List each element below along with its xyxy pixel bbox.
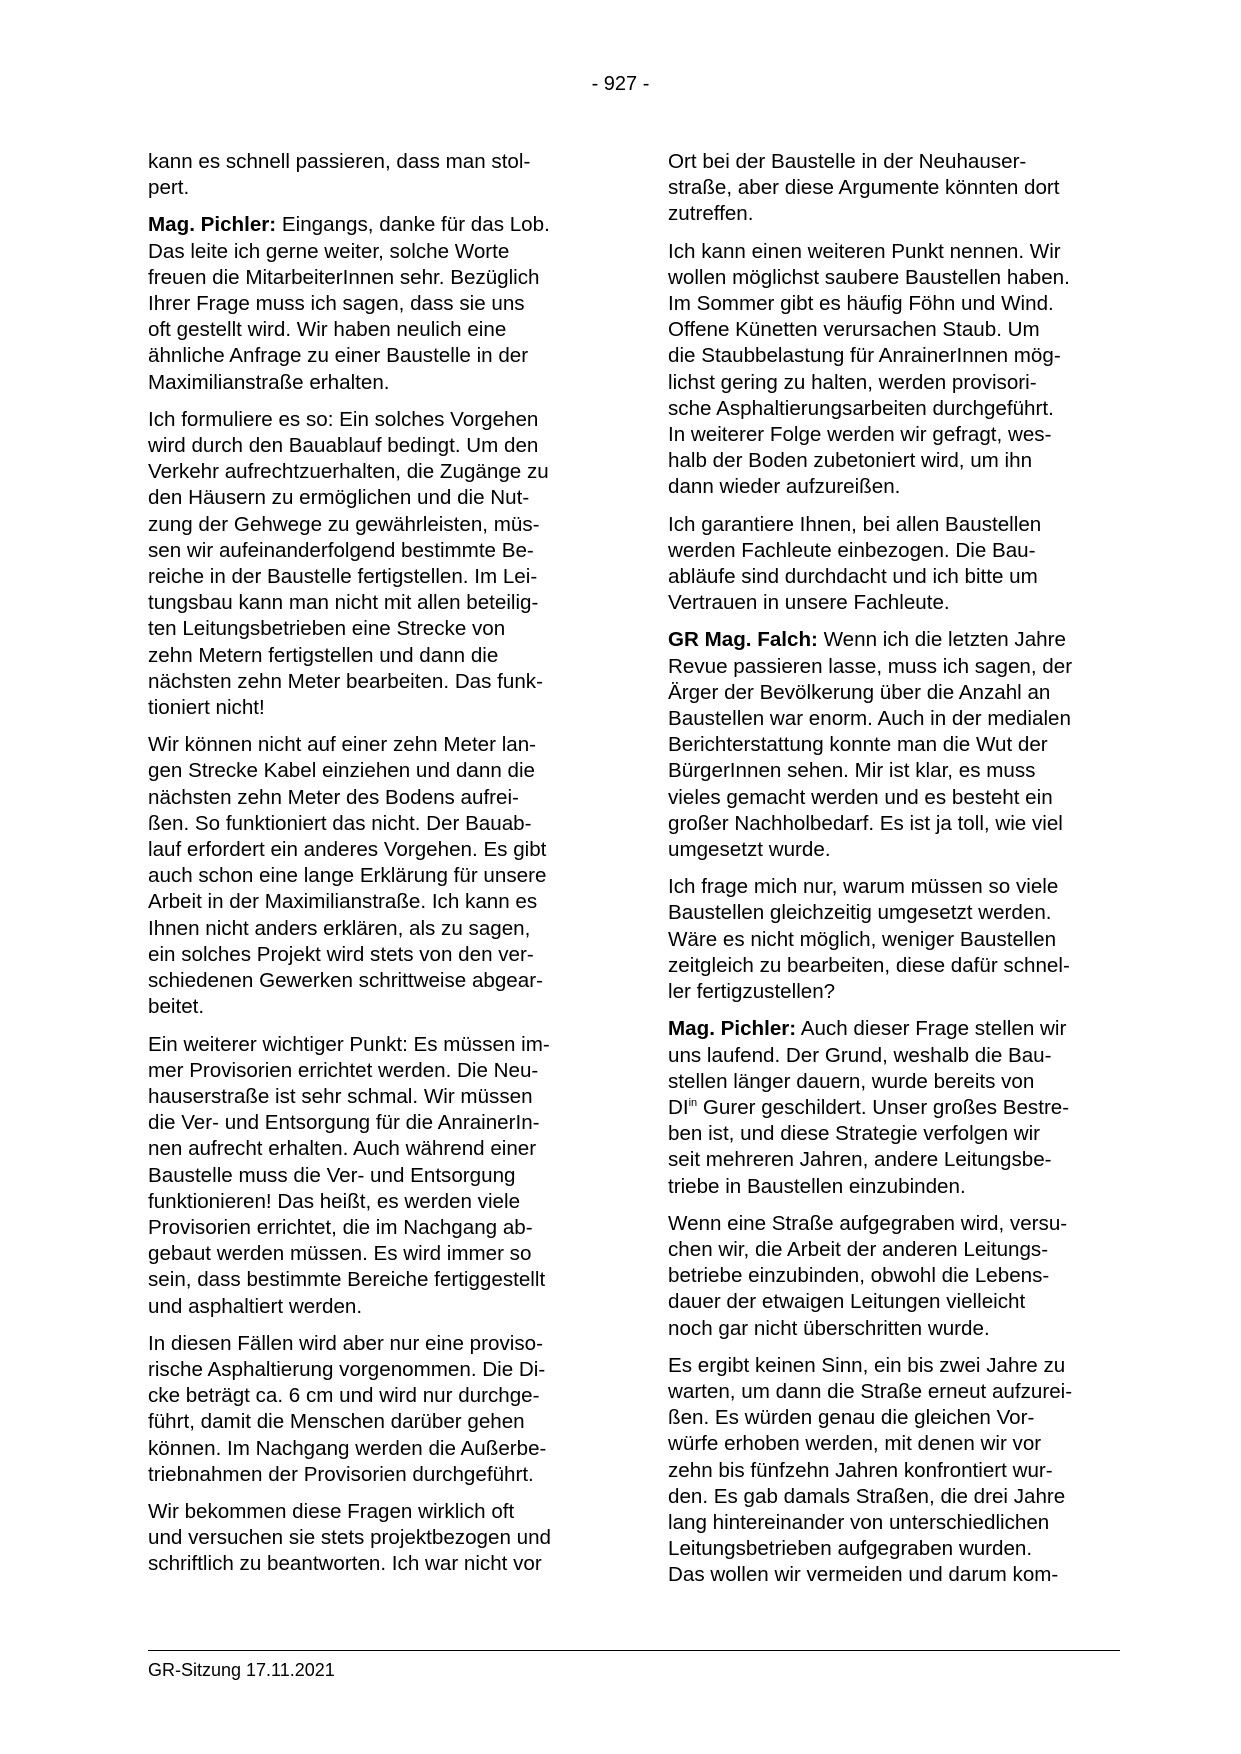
text-line — [668, 1016, 1120, 1042]
text-line — [668, 627, 1120, 653]
text-line: Ich kann einen weiteren Punkt nennen. Wir — [668, 239, 1061, 263]
text-line: können. Im Nachgang werden die Außerbe- — [148, 1436, 547, 1460]
paragraph — [148, 149, 598, 201]
text-line: mer Provisorien errichtet werden. Die Neu- — [148, 1058, 539, 1082]
text-line: sen wir aufeinanderfolgend bestimmte Be- — [148, 538, 534, 562]
text-line: tungsbau kann man nicht mit allen beteilig- — [148, 591, 539, 615]
text-line: betriebe einzubinden, obwohl die Lebens- — [668, 1264, 1050, 1288]
text-line: und versuchen sie stets projektbezogen und — [148, 1526, 551, 1550]
text-segment: Gurer geschildert. Unser großes Bestre- — [697, 1095, 1070, 1119]
paragraph — [668, 149, 1120, 228]
text-line: gebaut werden müssen. Es wird immer so — [148, 1242, 532, 1266]
text-line: ßen. So funktioniert das nicht. Der Bauab- — [148, 811, 532, 835]
text-line: halb der Boden zubetoniert wird, um ihn — [668, 449, 1033, 473]
text-line: straße, aber diese Argumente könnten dort — [668, 176, 1060, 200]
text-line: schiedenen Gewerken schrittweise abgear- — [148, 969, 543, 993]
text-line: uns laufend. Der Grund, weshalb die Bau- — [668, 1043, 1052, 1067]
text-line: sein, dass bestimmte Bereiche fertiggestellt — [148, 1268, 546, 1292]
text-line: werden Fachleute einbezogen. Die Bau- — [668, 538, 1036, 562]
paragraph — [668, 874, 1120, 1005]
text-line: Wäre es nicht möglich, weniger Baustellen — [668, 927, 1057, 951]
footer-session-date: GR-Sitzung 17.11.2021 — [148, 1660, 335, 1680]
text-line: Arbeit in der Maximilianstraße. Ich kann es — [148, 890, 538, 914]
text-line: Vertrauen in unsere Fachleute. — [668, 591, 950, 615]
text-line: würfe erhoben werden, mit denen wir vor — [668, 1432, 1042, 1456]
text-line: zutreffen. — [668, 202, 754, 226]
footer-divider — [148, 1650, 1120, 1651]
text-line — [148, 212, 598, 238]
text-line: zehn bis fünfzehn Jahren konfrontiert wur- — [668, 1458, 1053, 1482]
text-line: kann es schnell passieren, dass man stol- — [148, 150, 531, 173]
text-line: Verkehr aufrechtzuerhalten, die Zugänge zu — [148, 460, 549, 484]
text-line: In diesen Fällen wird aber nur eine proviso- — [148, 1331, 543, 1355]
text-line: ten Leitungsbetrieben eine Strecke von — [148, 617, 506, 641]
text-line: und asphaltiert werden. — [148, 1294, 363, 1318]
paragraph — [148, 1499, 598, 1578]
paragraph — [668, 1211, 1120, 1342]
text-line — [668, 1095, 1120, 1121]
text-line: Ihrer Frage muss ich sagen, dass sie uns — [148, 292, 525, 316]
text-segment: DI — [668, 1095, 689, 1119]
text-line: oft gestellt wird. Wir haben neulich eine — [148, 318, 507, 342]
paragraph — [148, 1032, 598, 1320]
text-line: die Staubbelastung für AnrainerInnen mög- — [668, 344, 1061, 368]
text-line: beitet. — [148, 995, 205, 1019]
text-line: Ich garantiere Ihnen, bei allen Baustellen — [668, 512, 1042, 536]
text-line: den Häusern zu ermöglichen und die Nut- — [148, 486, 530, 510]
text-line: zeitgleich zu bearbeiten, diese dafür schnel- — [668, 953, 1070, 977]
text-line: freuen die MitarbeiterInnen sehr. Bezüglich — [148, 265, 540, 289]
text-line: tioniert nicht! — [148, 696, 265, 720]
paragraph — [148, 1331, 598, 1488]
text-line: lichst gering zu halten, werden provisori- — [668, 370, 1037, 394]
text-line: Es ergibt keinen Sinn, ein bis zwei Jahre zu — [668, 1353, 1066, 1377]
text-line: noch gar nicht überschritten wurde. — [668, 1316, 990, 1340]
text-line: hauserstraße ist sehr schmal. Wir müssen — [148, 1084, 533, 1108]
text-segment: Wenn ich die letzten Jahre — [817, 628, 1066, 652]
text-line: cke beträgt ca. 6 cm und wird nur durchge- — [148, 1384, 540, 1408]
text-line: Provisorien errichtet, die im Nachgang ab- — [148, 1215, 533, 1239]
text-line: gen Strecke Kabel einziehen und dann die — [148, 759, 535, 783]
text-line: Ärger der Bevölkerung über die Anzahl an — [668, 680, 1051, 704]
text-line: führt, damit die Menschen darüber gehen — [148, 1410, 525, 1434]
speaker-name: GR Mag. Falch: — [668, 628, 818, 652]
text-line: umgesetzt wurde. — [668, 838, 831, 862]
text-line: seit mehreren Jahren, andere Leitungsbe- — [668, 1148, 1052, 1172]
text-line: Das wollen wir vermeiden und darum kom- — [668, 1563, 1059, 1587]
text-line: Das leite ich gerne weiter, solche Worte — [148, 239, 510, 263]
text-line: Wir bekommen diese Fragen wirklich oft — [148, 1499, 515, 1523]
text-line: Im Sommer gibt es häufig Föhn und Wind. — [668, 292, 1054, 316]
text-line: großer Nachholbedarf. Es ist ja toll, wie viel — [668, 811, 1063, 835]
text-line: BürgerInnen sehen. Mir ist klar, es muss — [668, 759, 1036, 783]
text-line: lauf erfordert ein anderes Vorgehen. Es gibt — [148, 838, 547, 862]
text-line: pert. — [148, 176, 190, 200]
text-line: wollen möglichst saubere Baustellen haben. — [668, 265, 1070, 289]
speaker-name: Mag. Pichler: — [148, 213, 277, 237]
text-line: lang hintereinander von unterschiedlichen — [668, 1510, 1050, 1534]
text-line: ähnliche Anfrage zu einer Baustelle in der — [148, 344, 529, 368]
right-column — [668, 149, 1120, 1600]
text-line: reiche in der Baustelle fertigstellen. Im Lei- — [148, 565, 538, 589]
text-line: nen aufrecht erhalten. Auch während einer — [148, 1137, 537, 1161]
text-line: warten, um dann die Straße erneut aufzurei- — [668, 1379, 1073, 1403]
text-line: zung der Gehwege zu gewährleisten, müs- — [148, 512, 540, 536]
text-line: funktionieren! Das heißt, es werden viele — [148, 1189, 521, 1213]
text-line: stellen länger dauern, wurde bereits von — [668, 1069, 1035, 1093]
text-line: rische Asphaltierung vorgenommen. Die Di- — [148, 1357, 546, 1381]
text-line: dauer der etwaigen Leitungen vielleicht — [668, 1290, 1026, 1314]
text-line: schriftlich zu beantworten. Ich war nicht vor — [148, 1552, 542, 1576]
text-line: dann wieder aufzureißen. — [668, 475, 901, 499]
text-line: Ich formuliere es so: Ein solches Vorgehen — [148, 407, 539, 431]
text-line: Baustelle muss die Ver- und Entsorgung — [148, 1163, 516, 1187]
speaker-name: Mag. Pichler: — [668, 1017, 797, 1041]
text-line: zehn Metern fertigstellen und dann die — [148, 643, 499, 667]
text-line: Ich frage mich nur, warum müssen so viele — [668, 875, 1059, 899]
paragraph — [668, 627, 1120, 863]
paragraph — [668, 1016, 1120, 1199]
text-line: den. Es gab damals Straßen, die drei Jahre — [668, 1484, 1066, 1508]
text-line: vieles gemacht werden und es besteht ein — [668, 785, 1053, 809]
text-line: Revue passieren lasse, muss ich sagen, der — [668, 654, 1073, 678]
text-line: auch schon eine lange Erklärung für unsere — [148, 864, 547, 888]
text-line: abläufe sind durchdacht und ich bitte um — [668, 565, 1038, 589]
text-line: Offene Künetten verursachen Staub. Um — [668, 318, 1040, 342]
text-line: Ein weiterer wichtiger Punkt: Es müssen im- — [148, 1032, 550, 1056]
text-line: triebnahmen der Provisorien durchgeführt. — [148, 1462, 534, 1486]
text-line: Leitungsbetrieben aufgegraben wurden. — [668, 1537, 1033, 1561]
text-line: Wir können nicht auf einer zehn Meter lan- — [148, 733, 537, 757]
text-line: wird durch den Bauablauf bedingt. Um den — [148, 434, 539, 458]
text-line: ler fertigzustellen? — [668, 980, 836, 1004]
text-line: triebe in Baustellen einzubinden. — [668, 1174, 966, 1198]
text-line: Wenn eine Straße aufgegraben wird, versu- — [668, 1211, 1068, 1235]
text-segment: Auch dieser Frage stellen wir — [796, 1017, 1067, 1041]
text-line: Baustellen gleichzeitig umgesetzt werden. — [668, 901, 1052, 925]
paragraph — [668, 239, 1120, 501]
left-column — [148, 149, 598, 1589]
text-line: ein solches Projekt wird stets von den ver- — [148, 942, 534, 966]
text-line: sche Asphaltierungsarbeiten durchgeführt. — [668, 396, 1054, 420]
text-line: ßen. Es würden genau die gleichen Vor- — [668, 1406, 1035, 1430]
text-line: Baustellen war enorm. Auch in der medialen — [668, 707, 1071, 731]
superscript: in — [688, 1096, 698, 1109]
text-line: Maximilianstraße erhalten. — [148, 370, 390, 394]
text-line: ben ist, und diese Strategie verfolgen wir — [668, 1122, 1041, 1146]
text-line: chen wir, die Arbeit der anderen Leitungs- — [668, 1237, 1049, 1261]
text-line: Berichterstattung konnte man die Wut der — [668, 733, 1048, 757]
paragraph — [668, 1353, 1120, 1589]
text-segment: Eingangs, danke für das Lob. — [276, 213, 550, 237]
text-line: In weiterer Folge werden wir gefragt, wes- — [668, 423, 1052, 447]
page-number: - 927 - — [591, 73, 650, 95]
text-line: nächsten zehn Meter bearbeiten. Das funk- — [148, 669, 543, 693]
paragraph — [148, 732, 598, 1020]
text-line: die Ver- und Entsorgung für die AnrainerIn- — [148, 1111, 540, 1135]
paragraph — [148, 212, 598, 395]
text-line: nächsten zehn Meter des Bodens aufrei- — [148, 785, 519, 809]
paragraph — [668, 512, 1120, 617]
paragraph — [148, 407, 598, 721]
text-line: Ort bei der Baustelle in der Neuhauser- — [668, 150, 1027, 173]
text-line: Ihnen nicht anders erklären, als zu sagen, — [148, 916, 531, 940]
